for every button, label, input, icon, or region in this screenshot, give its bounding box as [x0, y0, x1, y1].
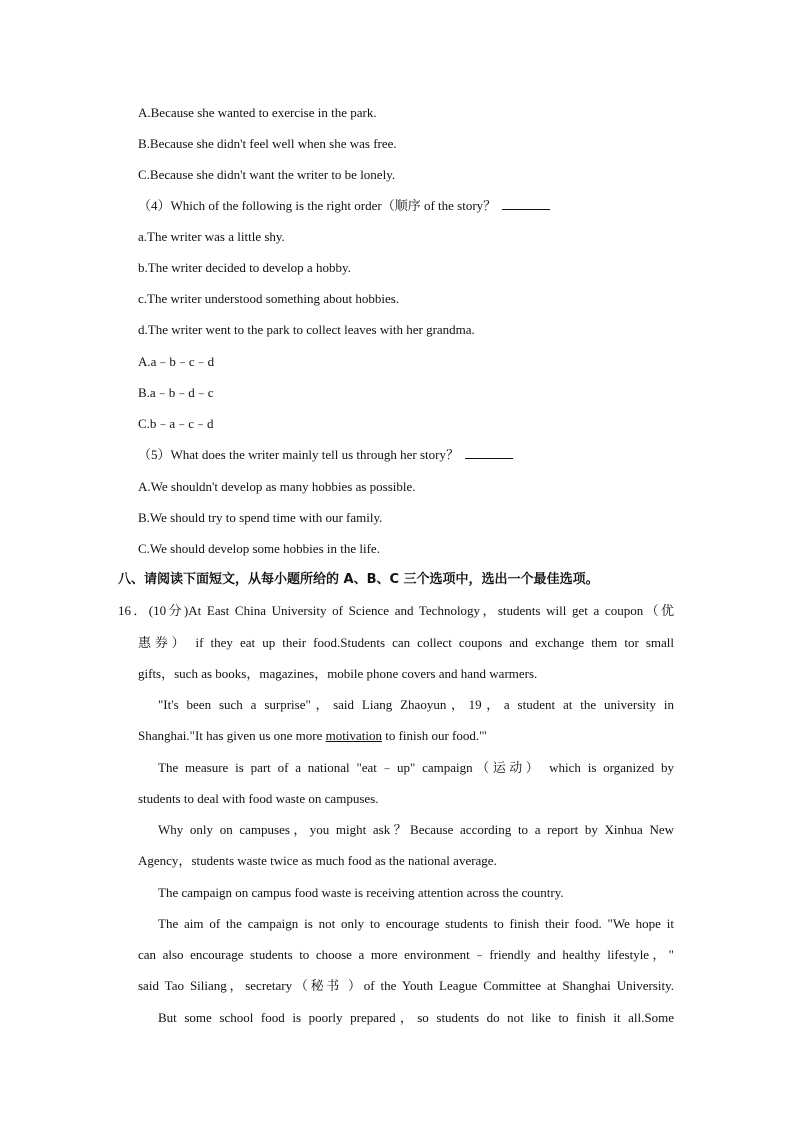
passage-line-6: The measure is part of a national "eat﹣up" campaign（运动） which is organized by [158, 760, 674, 775]
q4-event-d: d.The writer went to the park to collect leaves with her grandma. [138, 322, 475, 337]
q3-option-c: C.Because she didn't want the writer to be lonely. [138, 167, 396, 182]
passage-line-2: 惠券） if they eat up their food.Students can collect coupons and exchange them tor small [138, 635, 674, 650]
passage-line-11: The aim of the campaign is not only to encourage students to finish their food. "We hope it [158, 916, 674, 931]
passage-line-4: "It's been such a surprise"，said Liang Zhaoyun，19，a student at the university in [158, 697, 674, 712]
q5-option-b: B.We should try to spend time with our family. [138, 510, 383, 525]
q5-answer-blank[interactable] [465, 446, 513, 459]
passage-line-7: students to deal with food waste on campuses. [138, 791, 379, 806]
passage-line-5 [138, 727, 487, 745]
passage-line-9: Agency，students waste twice as much food as the national average. [138, 853, 497, 868]
passage-line-5-end: to finish our food."' [381, 728, 487, 743]
underlined-word: motivation [325, 728, 382, 743]
passage-line-10: The campaign on campus food waste is receiving attention across the country. [158, 885, 564, 900]
passage-line-3: gifts，such as books，magazines，mobile phone covers and hand warmers. [138, 666, 538, 681]
q3-option-a: A.Because she wanted to exercise in the park. [138, 105, 377, 120]
q3-option-b: B.Because she didn't feel well when she was free. [138, 136, 397, 151]
q4-event-b: b.The writer decided to develop a hobby. [138, 260, 351, 275]
passage-line-1: 16．(10分)At East China University of Science and Technology，students will get a coupon（优 [118, 603, 674, 618]
q4-option-a: A.a﹣b﹣c﹣d [138, 354, 215, 369]
q4-option-c: C.b﹣a﹣c﹣d [138, 416, 214, 431]
q5-stem [138, 446, 513, 464]
section-heading: 八、请阅读下面短文，从每小题所给的 A、B、C 三个选项中，选出一个最佳选项。 [118, 572, 599, 587]
passage-line-12: can also encourage students to choose a more environment﹣friendly and healthy lifestyle，" [138, 947, 674, 962]
passage-line-5-text: Shanghai."It has given us one more [138, 728, 326, 743]
q5-stem-text: （5）What does the writer mainly tell us through her story？ [138, 447, 459, 462]
passage-line-13: said Tao Siliang，secretary（秘书 ）of the Youth League Committee at Shanghai University. [138, 978, 674, 993]
q4-stem [138, 197, 550, 215]
q4-stem-text: （4）Which of the following is the right order（顺序 of the story？ [138, 198, 497, 213]
q5-option-a: A.We shouldn't develop as many hobbies as possible. [138, 479, 416, 494]
passage-line-8: Why only on campuses，you might ask？Because according to a report by Xinhua New [158, 822, 674, 837]
q5-option-c: C.We should develop some hobbies in the life. [138, 541, 380, 556]
q4-event-c: c.The writer understood something about hobbies. [138, 291, 400, 306]
q4-option-b: B.a﹣b﹣d﹣c [138, 385, 214, 400]
passage-line-14: But some school food is poorly prepared，so students do not like to finish it all.Some [158, 1010, 674, 1025]
q4-answer-blank[interactable] [502, 197, 550, 210]
q4-event-a: a.The writer was a little shy. [138, 229, 285, 244]
